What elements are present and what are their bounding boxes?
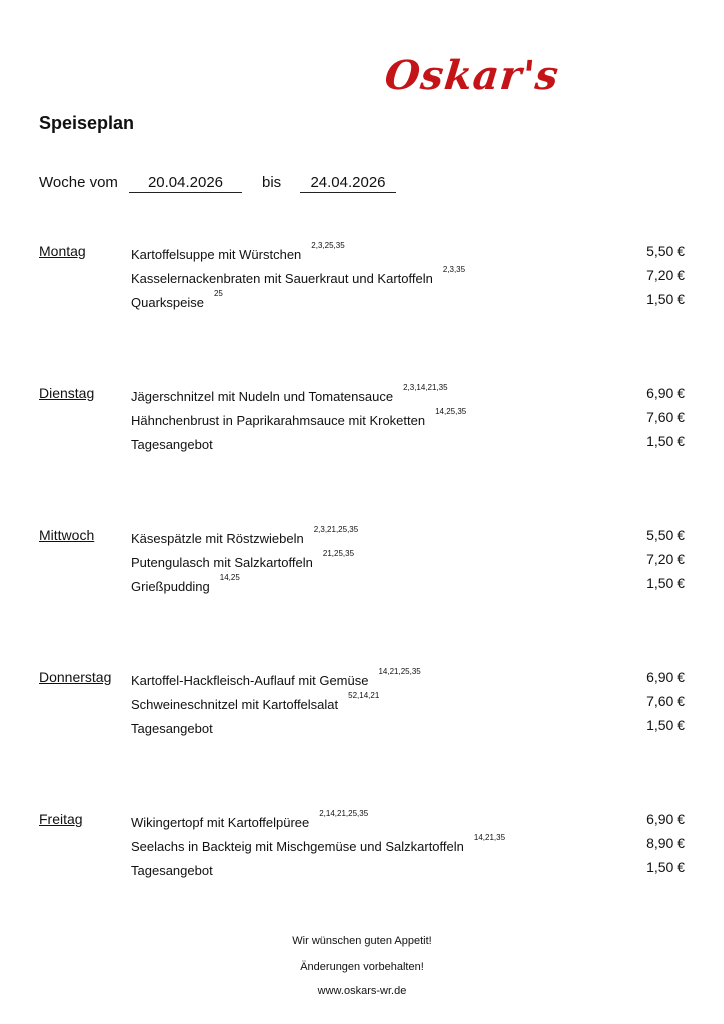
dish-price: 1,50 € [646, 433, 685, 449]
allergen-codes: 25 [213, 289, 223, 298]
dish-name-container [131, 289, 223, 310]
footer-greeting: Wir wünschen guten Appetit! [292, 935, 432, 947]
dish-price: 5,50 € [646, 527, 685, 543]
menu-item [131, 551, 685, 571]
dish-name-container [131, 691, 380, 712]
week-end-date: 24.04.2026 [300, 174, 396, 193]
menu-item [131, 859, 685, 879]
day-name: Mittwoch [39, 527, 95, 543]
week-start-date: 20.04.2026 [129, 174, 242, 193]
dish-price: 7,20 € [646, 551, 685, 567]
menu-item [131, 669, 685, 689]
allergen-codes: 21,25,35 [322, 549, 355, 558]
day-name: Dienstag [39, 385, 95, 401]
dish-name-container [131, 241, 345, 262]
menu-item [131, 267, 685, 287]
dish-name-container [131, 549, 355, 570]
dish-name: Grießpudding [131, 579, 210, 594]
dish-name-container [131, 265, 466, 286]
menu-item [131, 693, 685, 713]
dish-name-container [131, 667, 421, 688]
menu-item [131, 243, 685, 263]
allergen-codes: 52,14,21 [348, 691, 380, 700]
dish-name-container [131, 721, 213, 736]
dish-name-container [131, 573, 240, 594]
dish-name: Käsespätzle mit Röstzwiebeln [131, 531, 304, 546]
dish-price: 7,20 € [646, 267, 685, 283]
menu-item [131, 811, 685, 831]
menu-item [131, 527, 685, 547]
dish-name: Kasselernackenbraten mit Sauerkraut und Kartoffeln [131, 271, 433, 286]
allergen-codes: 2,14,21,25,35 [319, 809, 369, 818]
allergen-codes: 14,21,35 [473, 833, 506, 842]
dish-price: 6,90 € [646, 385, 685, 401]
dish-name-container [131, 863, 213, 878]
dish-name-container [131, 407, 467, 428]
dish-price: 7,60 € [646, 409, 685, 425]
website-link[interactable]: www.oskars-wr.de [317, 985, 407, 997]
week-label: Woche vom [39, 174, 118, 191]
dish-name-container [131, 525, 359, 546]
allergen-codes: 2,3,25,35 [311, 241, 345, 250]
menu-item [131, 409, 685, 429]
allergen-codes: 14,21,25,35 [378, 667, 421, 676]
dish-name: Schweineschnitzel mit Kartoffelsalat [131, 697, 339, 712]
dish-name: Seelachs in Backteig mit Mischgemüse und Salzkartoffeln [131, 839, 464, 854]
dish-name: Tagesangebot [131, 437, 213, 452]
dish-price: 6,90 € [646, 669, 685, 685]
allergen-codes: 2,3,35 [442, 265, 466, 274]
dish-name: Hähnchenbrust in Paprikarahmsauce mit Kroketten [131, 413, 426, 428]
allergen-codes: 2,3,21,25,35 [313, 525, 359, 534]
menu-item [131, 717, 685, 737]
dish-price: 6,90 € [646, 811, 685, 827]
dish-name: Jägerschnitzel mit Nudeln und Tomatensauce [131, 389, 394, 404]
dish-name: Kartoffel-Hackfleisch-Auflauf mit Gemüse [131, 673, 369, 688]
dish-price: 7,60 € [646, 693, 685, 709]
footer-notice: Änderungen vorbehalten! [300, 961, 424, 973]
dish-name: Wikingertopf mit Kartoffelpüree [131, 815, 310, 830]
day-name: Donnerstag [39, 669, 112, 685]
dish-name: Quarkspeise [131, 295, 204, 310]
dish-name: Putengulasch mit Salzkartoffeln [131, 555, 313, 570]
menu-item [131, 835, 685, 855]
allergen-codes: 14,25 [219, 573, 240, 582]
dish-price: 1,50 € [646, 859, 685, 875]
dish-price: 1,50 € [646, 291, 685, 307]
dish-name-container [131, 809, 369, 830]
day-name: Montag [39, 243, 86, 259]
dish-name-container [131, 383, 448, 404]
dish-name-container [131, 437, 213, 452]
dish-name-container [131, 833, 506, 854]
allergen-codes: 14,25,35 [435, 407, 467, 416]
menu-item [131, 385, 685, 405]
allergen-codes: 2,3,14,21,35 [403, 383, 448, 392]
day-name: Freitag [39, 811, 83, 827]
menu-item [131, 291, 685, 311]
dish-price: 5,50 € [646, 243, 685, 259]
week-to-label: bis [262, 174, 282, 191]
dish-price: 1,50 € [646, 717, 685, 733]
page-title: Speiseplan [39, 113, 135, 133]
dish-price: 8,90 € [646, 835, 685, 851]
dish-name: Tagesangebot [131, 863, 213, 878]
dish-price: 1,50 € [646, 575, 685, 591]
brand-logo: Oskar's [382, 52, 562, 99]
dish-name: Kartoffelsuppe mit Würstchen [131, 247, 302, 262]
menu-item [131, 575, 685, 595]
dish-name: Tagesangebot [131, 721, 213, 736]
menu-item [131, 433, 685, 453]
